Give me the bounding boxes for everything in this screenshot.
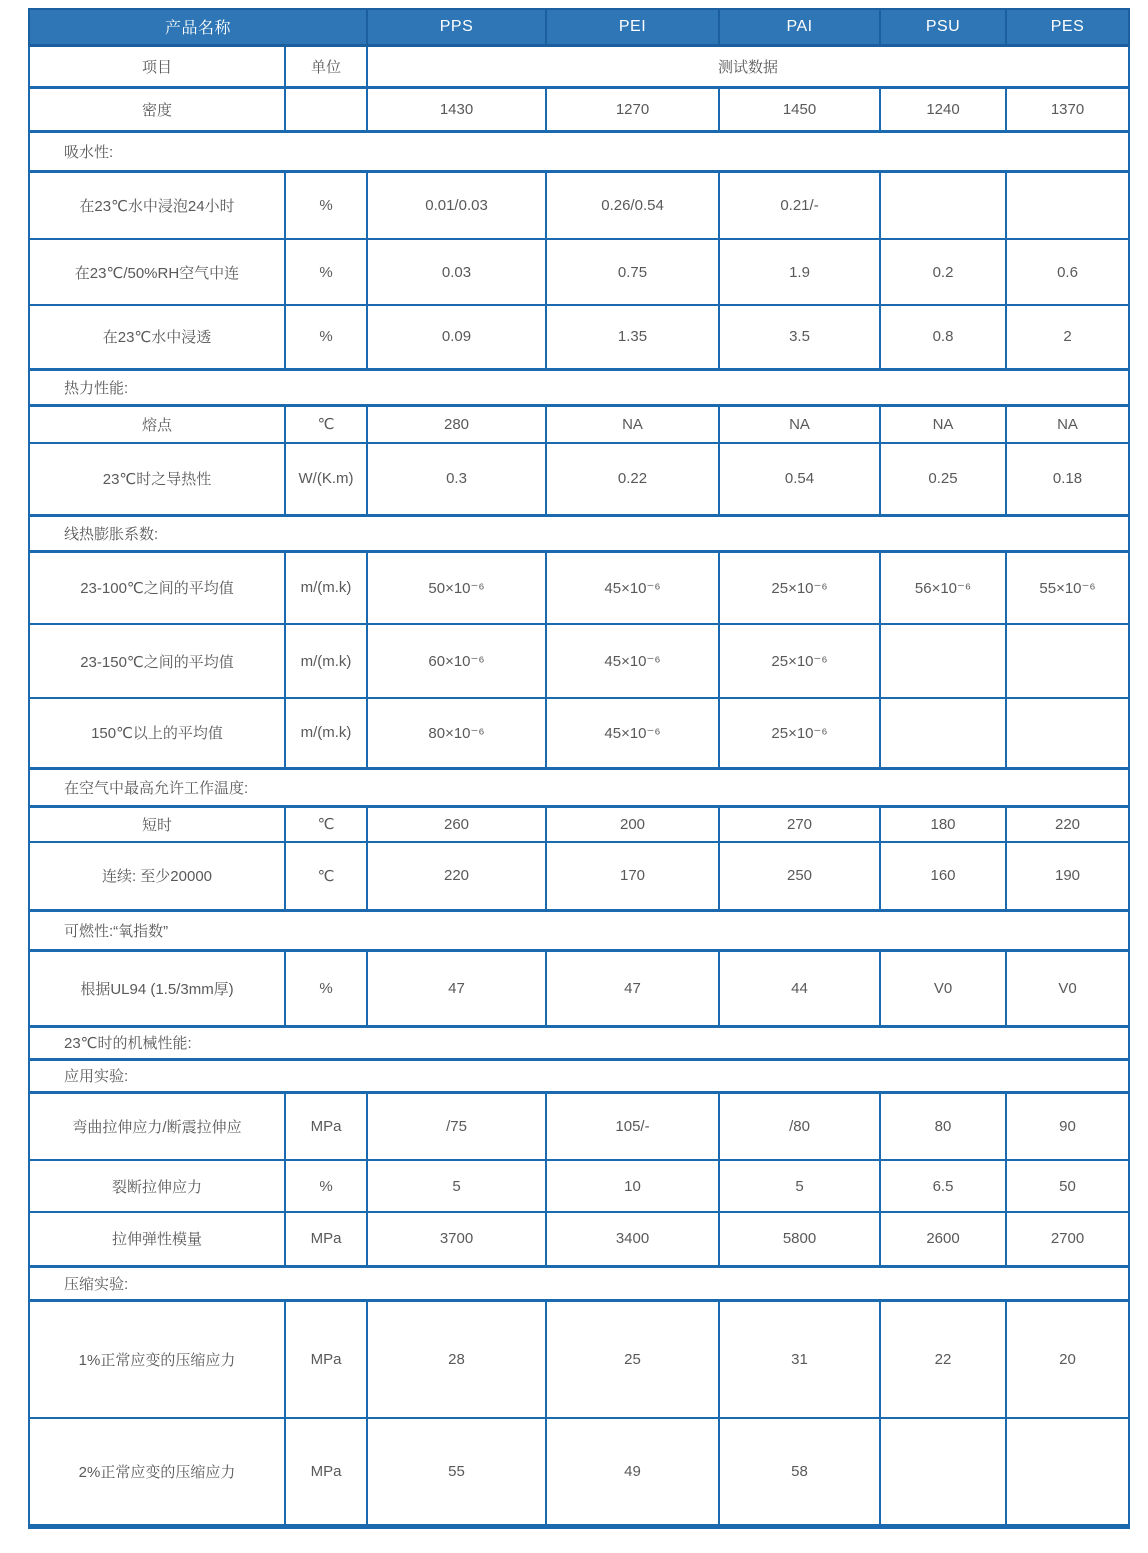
row-value <box>880 698 1006 768</box>
row-value: 80 <box>880 1092 1006 1160</box>
header-product-pei: PEI <box>546 9 719 45</box>
row-value: 25 <box>546 1300 719 1418</box>
section-label: 压缩实验: <box>29 1266 1129 1300</box>
row-value: 20 <box>1006 1300 1129 1418</box>
section-row <box>29 1059 1129 1092</box>
section-row <box>29 910 1129 950</box>
row-label: 裂断拉伸应力 <box>29 1160 285 1212</box>
table-row <box>29 698 1129 768</box>
row-value: 45×10⁻⁶ <box>546 698 719 768</box>
row-unit: MPa <box>285 1418 367 1526</box>
row-value: /80 <box>719 1092 880 1160</box>
row-unit: ℃ <box>285 842 367 910</box>
row-value: NA <box>546 405 719 443</box>
table-row <box>29 443 1129 515</box>
row-value: 220 <box>1006 806 1129 842</box>
section-label: 23℃时的机械性能: <box>29 1026 1129 1059</box>
row-value: 0.18 <box>1006 443 1129 515</box>
row-unit: % <box>285 305 367 369</box>
header-product-pps: PPS <box>367 9 546 45</box>
row-value <box>1006 1418 1129 1526</box>
row-value: 25×10⁻⁶ <box>719 698 880 768</box>
row-value: 3.5 <box>719 305 880 369</box>
table-row <box>29 87 1129 131</box>
row-unit: % <box>285 950 367 1026</box>
table-row <box>29 950 1129 1026</box>
row-value: 1430 <box>367 87 546 131</box>
row-value: 50 <box>1006 1160 1129 1212</box>
table-row <box>29 1092 1129 1160</box>
section-label: 可燃性:“氧指数” <box>29 910 1129 950</box>
section-label: 线热膨胀系数: <box>29 515 1129 551</box>
table-body <box>29 9 1129 1526</box>
row-value: 1450 <box>719 87 880 131</box>
table-row <box>29 1160 1129 1212</box>
row-value: 3700 <box>367 1212 546 1266</box>
header-product-psu: PSU <box>880 9 1006 45</box>
row-value <box>880 1418 1006 1526</box>
row-unit: MPa <box>285 1092 367 1160</box>
row-value: 22 <box>880 1300 1006 1418</box>
row-value: 280 <box>367 405 546 443</box>
row-value: 58 <box>719 1418 880 1526</box>
row-value: 1.35 <box>546 305 719 369</box>
row-label: 根据UL94 (1.5/3mm厚) <box>29 950 285 1026</box>
row-value: 45×10⁻⁶ <box>546 624 719 698</box>
row-value: 47 <box>367 950 546 1026</box>
row-value: 1270 <box>546 87 719 131</box>
row-value: 260 <box>367 806 546 842</box>
row-value: 28 <box>367 1300 546 1418</box>
row-value: 0.21/- <box>719 171 880 239</box>
header-product-pai: PAI <box>719 9 880 45</box>
row-value: 80×10⁻⁶ <box>367 698 546 768</box>
row-value: 0.25 <box>880 443 1006 515</box>
row-unit: ℃ <box>285 806 367 842</box>
row-value: 200 <box>546 806 719 842</box>
row-value: 5 <box>367 1160 546 1212</box>
row-unit <box>285 87 367 131</box>
section-row <box>29 768 1129 806</box>
row-value: 180 <box>880 806 1006 842</box>
row-value: 56×10⁻⁶ <box>880 551 1006 624</box>
row-value <box>1006 698 1129 768</box>
table-row <box>29 305 1129 369</box>
row-value: NA <box>719 405 880 443</box>
row-value: 0.54 <box>719 443 880 515</box>
row-value: 2600 <box>880 1212 1006 1266</box>
section-label: 在空气中最高允许工作温度: <box>29 768 1129 806</box>
row-value: 50×10⁻⁶ <box>367 551 546 624</box>
row-value: 2700 <box>1006 1212 1129 1266</box>
row-label: 23℃时之导热性 <box>29 443 285 515</box>
row-value: 160 <box>880 842 1006 910</box>
table-row <box>29 806 1129 842</box>
row-value: 0.01/0.03 <box>367 171 546 239</box>
row-label: 连续: 至少20000 <box>29 842 285 910</box>
row-unit: m/(m.k) <box>285 624 367 698</box>
row-value: V0 <box>880 950 1006 1026</box>
row-value <box>1006 171 1129 239</box>
row-unit: % <box>285 239 367 305</box>
table-row <box>29 405 1129 443</box>
table-row <box>29 171 1129 239</box>
row-value: 5 <box>719 1160 880 1212</box>
row-value: 1370 <box>1006 87 1129 131</box>
row-value: 170 <box>546 842 719 910</box>
row-value: 0.2 <box>880 239 1006 305</box>
row-value: 190 <box>1006 842 1129 910</box>
row-value: 5800 <box>719 1212 880 1266</box>
row-unit: % <box>285 1160 367 1212</box>
section-label: 应用实验: <box>29 1059 1129 1092</box>
table-row <box>29 1418 1129 1526</box>
row-label: 1%正常应变的压缩应力 <box>29 1300 285 1418</box>
row-value: 0.09 <box>367 305 546 369</box>
row-value: 2 <box>1006 305 1129 369</box>
row-value: 0.26/0.54 <box>546 171 719 239</box>
row-value: 10 <box>546 1160 719 1212</box>
row-value: NA <box>1006 405 1129 443</box>
row-label: 短时 <box>29 806 285 842</box>
table-row <box>29 842 1129 910</box>
row-value: 105/- <box>546 1092 719 1160</box>
section-label: 吸水性: <box>29 131 1129 171</box>
row-label: 150℃以上的平均值 <box>29 698 285 768</box>
row-value: 0.75 <box>546 239 719 305</box>
row-unit: m/(m.k) <box>285 551 367 624</box>
row-value: NA <box>880 405 1006 443</box>
section-row <box>29 1026 1129 1059</box>
section-row <box>29 131 1129 171</box>
subheader-item: 项目 <box>29 45 285 87</box>
row-unit: W/(K.m) <box>285 443 367 515</box>
row-unit: MPa <box>285 1212 367 1266</box>
table-row <box>29 624 1129 698</box>
row-value: 90 <box>1006 1092 1129 1160</box>
row-value: 45×10⁻⁶ <box>546 551 719 624</box>
row-value: 49 <box>546 1418 719 1526</box>
row-value: 3400 <box>546 1212 719 1266</box>
subheader-unit: 单位 <box>285 45 367 87</box>
row-value: 31 <box>719 1300 880 1418</box>
row-label: 熔点 <box>29 405 285 443</box>
row-value <box>880 624 1006 698</box>
row-value: 44 <box>719 950 880 1026</box>
row-label: 23-100℃之间的平均值 <box>29 551 285 624</box>
section-row <box>29 1266 1129 1300</box>
table-row <box>29 9 1129 45</box>
row-value: 25×10⁻⁶ <box>719 551 880 624</box>
row-label: 弯曲拉伸应力/断震拉伸应 <box>29 1092 285 1160</box>
section-row <box>29 369 1129 405</box>
row-unit: % <box>285 171 367 239</box>
section-row <box>29 515 1129 551</box>
row-value: 0.6 <box>1006 239 1129 305</box>
row-value: 250 <box>719 842 880 910</box>
row-value: 1.9 <box>719 239 880 305</box>
row-unit: m/(m.k) <box>285 698 367 768</box>
table-row <box>29 551 1129 624</box>
material-properties-table <box>28 8 1130 1529</box>
row-value: 1240 <box>880 87 1006 131</box>
row-label: 2%正常应变的压缩应力 <box>29 1418 285 1526</box>
table-row <box>29 239 1129 305</box>
row-value: 25×10⁻⁶ <box>719 624 880 698</box>
row-unit: ℃ <box>285 405 367 443</box>
row-value: 0.8 <box>880 305 1006 369</box>
table-row <box>29 45 1129 87</box>
row-value: 0.22 <box>546 443 719 515</box>
row-value: 270 <box>719 806 880 842</box>
row-value: 55×10⁻⁶ <box>1006 551 1129 624</box>
row-value: 6.5 <box>880 1160 1006 1212</box>
row-label: 在23℃水中浸泡24小时 <box>29 171 285 239</box>
row-value: 220 <box>367 842 546 910</box>
row-value: 47 <box>546 950 719 1026</box>
row-value: /75 <box>367 1092 546 1160</box>
row-label: 拉伸弹性模量 <box>29 1212 285 1266</box>
table-row <box>29 1212 1129 1266</box>
row-value: 0.3 <box>367 443 546 515</box>
row-label: 在23℃/50%RH空气中连 <box>29 239 285 305</box>
row-value: V0 <box>1006 950 1129 1026</box>
header-product-name: 产品名称 <box>29 9 367 45</box>
subheader-test-data: 测试数据 <box>367 45 1129 87</box>
row-value: 60×10⁻⁶ <box>367 624 546 698</box>
row-label: 密度 <box>29 87 285 131</box>
row-value: 0.03 <box>367 239 546 305</box>
row-label: 在23℃水中浸透 <box>29 305 285 369</box>
row-value: 55 <box>367 1418 546 1526</box>
row-label: 23-150℃之间的平均值 <box>29 624 285 698</box>
section-label: 热力性能: <box>29 369 1129 405</box>
row-value <box>1006 624 1129 698</box>
row-value <box>880 171 1006 239</box>
table-row <box>29 1300 1129 1418</box>
row-unit: MPa <box>285 1300 367 1418</box>
header-product-pes: PES <box>1006 9 1129 45</box>
